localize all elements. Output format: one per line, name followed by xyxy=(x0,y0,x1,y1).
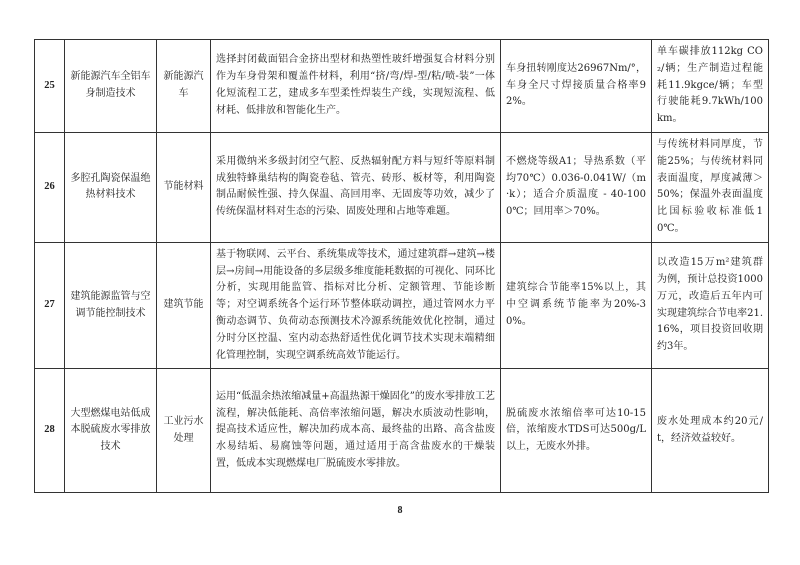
industry-category: 节能材料 xyxy=(157,132,211,242)
technology-description: 采用微纳米多级封闭空气腔、反热辐射配方料与短纤等原料制成独特蜂巢结构的陶瓷卷毡、管壳、砖形、板材等，利用陶瓷制品耐候性强、持久保温、高回用率、无固废等功效，减少了传统保温材料对生态的污染、固废处理和占地等难题。 xyxy=(211,132,501,242)
technology-benefit: 与传统材料同厚度，节能25%；与传统材料同表面温度，厚度减薄＞50%；保温外表面温度比国标验收标准低10℃。 xyxy=(652,132,769,242)
technology-name: 建筑能源监管与空调节能控制技术 xyxy=(65,242,157,369)
row-number: 28 xyxy=(35,369,65,493)
technology-benefit: 单车碳排放112kg CO₂/辆；生产制造过程能耗11.9kgce/辆；车型行驶能耗9.7kWh/100km。 xyxy=(652,40,769,133)
technology-name: 新能源汽车全铝车身制造技术 xyxy=(65,40,157,133)
technology-effect: 车身扭转刚度达26967Nm/°，车身全尺寸焊接质量合格率92%。 xyxy=(501,40,652,133)
technology-benefit: 废水处理成本约20元/t，经济效益较好。 xyxy=(652,369,769,493)
technology-effect: 不燃烧等级A1；导热系数（平均70℃）0.036-0.041W/（m·k）；适合介质温度 - 40-1000℃；回用率＞70%。 xyxy=(501,132,652,242)
row-number: 25 xyxy=(35,40,65,133)
industry-category: 新能源汽车 xyxy=(157,40,211,133)
page-number: 8 xyxy=(397,505,403,516)
industry-category: 建筑节能 xyxy=(157,242,211,369)
technology-table xyxy=(34,39,769,493)
technology-benefit: 以改造15万m²建筑群为例，预计总投资1000万元，改造后五年内可实现建筑综合节电率21.16%，项目投资回收期约3年。 xyxy=(652,242,769,369)
table-row xyxy=(35,132,769,242)
technology-description: 选择封闭截面铝合金挤出型材和热塑性玻纤增强复合材料分别作为车身骨架和覆盖件材料，利用“挤/弯/焊-型/粘/喷-装”一体化短流程工艺，建成多车型柔性焊装生产线，实现短流程、低材耗、低排放和智能化生产。 xyxy=(211,40,501,133)
technology-name: 大型燃煤电站低成本脱硫废水零排放技术 xyxy=(65,369,157,493)
technology-table-container xyxy=(34,39,768,493)
table-row xyxy=(35,242,769,369)
row-number: 26 xyxy=(35,132,65,242)
technology-description: 基于物联网、云平台、系统集成等技术，通过建筑群→建筑→楼层→房间→用能设备的多层级多维度能耗数据的可视化、同环比分析，实现用能监管、指标对比分析、定额管理、节能诊断等；对空调系统各个运行环节整体联动调控，通过管网水力平衡动态调节、负荷动态预测技术冷源系统能效优化控制，通过分时分区控温、室内动态热舒适性优化调节技术实现末端精细化管理控制，实现空调系统高效节能运行。 xyxy=(211,242,501,369)
industry-category: 工业污水处理 xyxy=(157,369,211,493)
technology-description: 运用“低温余热浓缩减量+高温热源干燥固化”的废水零排放工艺流程，解决低能耗、高倍率浓缩问题，解决水质波动性影响，提高技术适应性，解决加药成本高、最终盐的出路、高含盐废水易结垢、易腐蚀等问题，通过适用于高含盐废水的干燥装置，低成本实现燃煤电厂脱硫废水零排放。 xyxy=(211,369,501,493)
row-number: 27 xyxy=(35,242,65,369)
technology-effect: 建筑综合节能率15%以上，其中空调系统节能率为20%-30%。 xyxy=(501,242,652,369)
technology-effect: 脱硫废水浓缩倍率可达10-15倍，浓缩废水TDS可达500g/L以上，无废水外排。 xyxy=(501,369,652,493)
table-row xyxy=(35,369,769,493)
table-row xyxy=(35,40,769,133)
technology-name: 多腔孔陶瓷保温绝热材料技术 xyxy=(65,132,157,242)
